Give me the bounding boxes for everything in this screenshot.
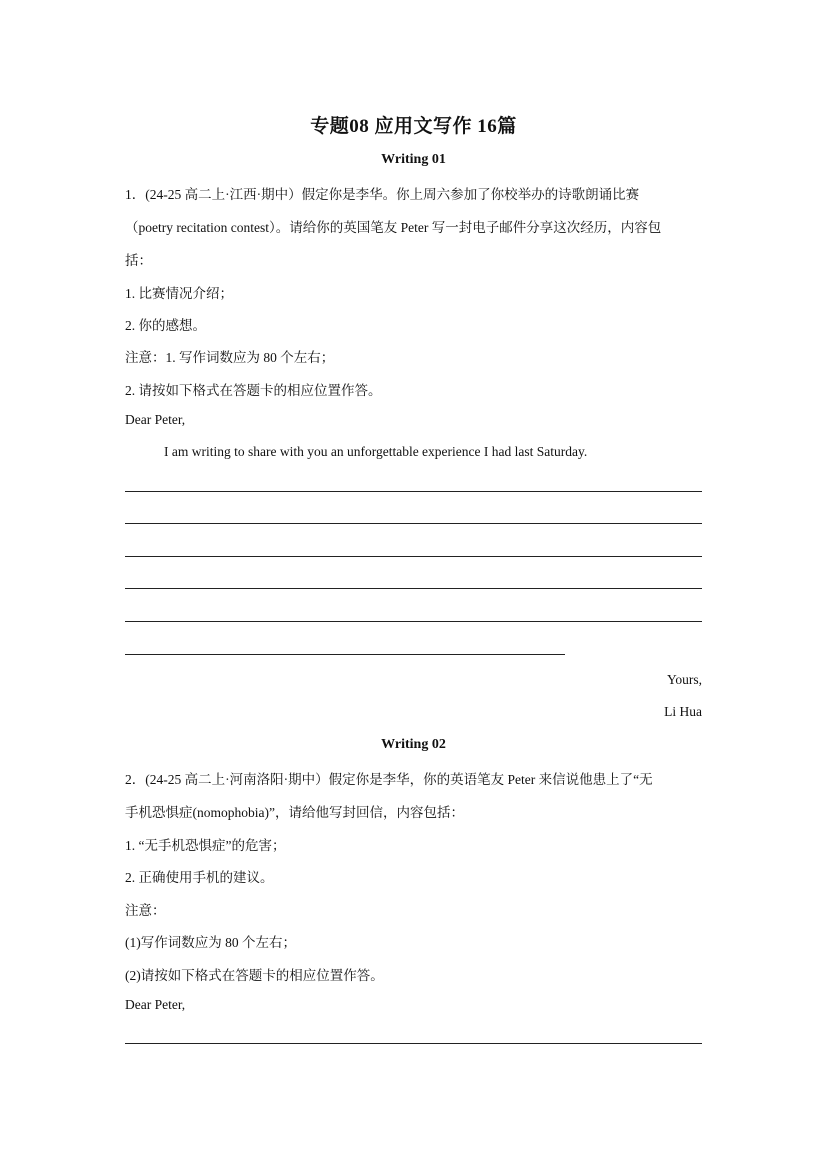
writing-01-prompt-line-2: （poetry recitation contest）。请给你的英国笔友 Peter 写一封电子邮件分享这次经历，内容包 [125, 220, 662, 235]
writing-02-note-2: (2)请按如下格式在答题卡的相应位置作答。 [125, 968, 384, 983]
writing-01-heading: Writing 01 [381, 152, 446, 167]
writing-02-prompt-line-1: 2．(24-25 高二上·河南洛阳·期中）假定你是李华，你的英语笔友 Peter 来信说他患上了“无 [125, 772, 653, 787]
document-title: 专题08 应用文写作 16篇 [310, 116, 517, 137]
writing-01-prompt-line-1: 1．(24-25 高二上·江西·期中）假定你是李华。你上周六参加了你校举办的诗歌朗诵比赛 [125, 187, 640, 202]
writing-01-point-2: 2. 你的感想。 [125, 318, 206, 333]
answer-line [125, 523, 702, 524]
writing-01-point-1: 1. 比赛情况介绍； [125, 286, 233, 301]
writing-01-note-1: 注意：1. 写作词数应为 80 个左右； [125, 350, 335, 365]
writing-02-salutation: Dear Peter, [125, 997, 186, 1012]
writing-01-prompt-line-3: 括： [125, 253, 152, 268]
writing-02-point-1: 1. “无手机恐惧症”的危害； [125, 838, 286, 853]
answer-line [125, 491, 702, 492]
writing-02-note-1: (1)写作词数应为 80 个左右； [125, 935, 296, 950]
answer-line [125, 654, 565, 655]
writing-01-opening-sentence: I am writing to share with you an unforgettable experience I had last Saturday. [164, 444, 588, 459]
writing-01-closing: Yours, [666, 672, 702, 687]
writing-02-point-2: 2. 正确使用手机的建议。 [125, 870, 274, 885]
writing-02-note-label: 注意： [125, 903, 166, 918]
answer-line [125, 1043, 702, 1044]
writing-01-salutation: Dear Peter, [125, 412, 186, 427]
answer-line [125, 621, 702, 622]
writing-02-heading: Writing 02 [381, 737, 446, 752]
writing-01-signature: Li Hua [664, 704, 702, 719]
answer-line [125, 556, 702, 557]
answer-line [125, 588, 702, 589]
writing-01-note-2: 2. 请按如下格式在答题卡的相应位置作答。 [125, 383, 382, 398]
writing-02-prompt-line-2: 手机恐惧症(nomophobia)”，请给他写封回信，内容包括： [125, 805, 464, 820]
